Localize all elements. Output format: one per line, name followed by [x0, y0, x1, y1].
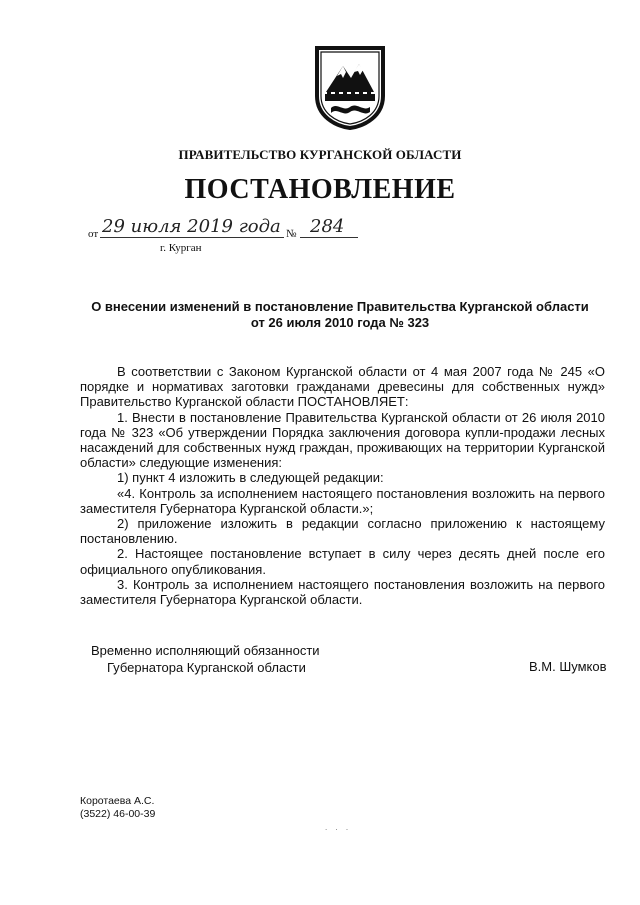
body-paragraph: 1) пункт 4 изложить в следующей редакции:: [117, 470, 384, 486]
number-underline: [300, 237, 358, 238]
body-paragraph: 2) приложение изложить в редакции согласно приложению к настоящему постановлению.: [80, 516, 605, 547]
executor-name: Коротаева А.С.: [80, 795, 155, 807]
document-subject: [60, 299, 620, 331]
subject-line-2: от 26 июля 2010 года № 323: [250, 315, 430, 330]
signatory-name: В.М. Шумков: [529, 659, 607, 674]
date-underline: [100, 237, 284, 238]
signatory-title-line-1: Временно исполняющий обязанности: [91, 643, 320, 658]
body-paragraph: 2. Настоящее постановление вступает в силу через десять дней после его официального опубликования.: [80, 546, 605, 577]
signatory-title: [91, 642, 320, 676]
document-body: [80, 364, 605, 607]
executor-info: [80, 795, 155, 821]
body-paragraph: 1. Внести в постановление Правительства Курганской области от 26 июля 2010 года № 323 «Об утверждении Порядка заключения договора купли-продажи лесных насаждений для собственных нужд граждан, проживающих на территории Курганской области» следующие изменения:: [80, 409, 605, 471]
body-paragraph: 3. Контроль за исполнением настоящего постановления возложить на первого заместителя Губернатора Курганской области.: [80, 576, 605, 608]
date-number-line: [88, 216, 368, 262]
number-label: №: [286, 228, 297, 240]
city-label: г. Курган: [160, 242, 202, 254]
scan-artifact-dots: . . .: [325, 823, 352, 832]
subject-line-1: О внесении изменений в постановление Правительства Курганской области: [91, 299, 589, 314]
date-handwritten: 29 июля 2019 года: [102, 216, 281, 237]
body-paragraph: В соответствии с Законом Курганской области от 4 мая 2007 года № 245 «О порядке и нормативах заготовки гражданами древесины для собственных нужд» Правительство Курганской области ПОСТАНОВЛЯЕТ:: [80, 364, 605, 410]
coat-of-arms-icon: [313, 44, 387, 130]
number-handwritten: 284: [310, 216, 345, 237]
document-type: ПОСТАНОВЛЕНИЕ: [184, 174, 456, 205]
government-name: ПРАВИТЕЛЬСТВО КУРГАНСКОЙ ОБЛАСТИ: [178, 147, 462, 162]
date-from-label: от: [88, 228, 99, 240]
executor-phone: (3522) 46-00-39: [80, 808, 156, 820]
signatory-title-line-2: Губернатора Курганской области: [107, 660, 306, 675]
body-paragraph: «4. Контроль за исполнением настоящего постановления возложить на первого заместителя Губернатора Курганской области.»;: [80, 485, 605, 516]
